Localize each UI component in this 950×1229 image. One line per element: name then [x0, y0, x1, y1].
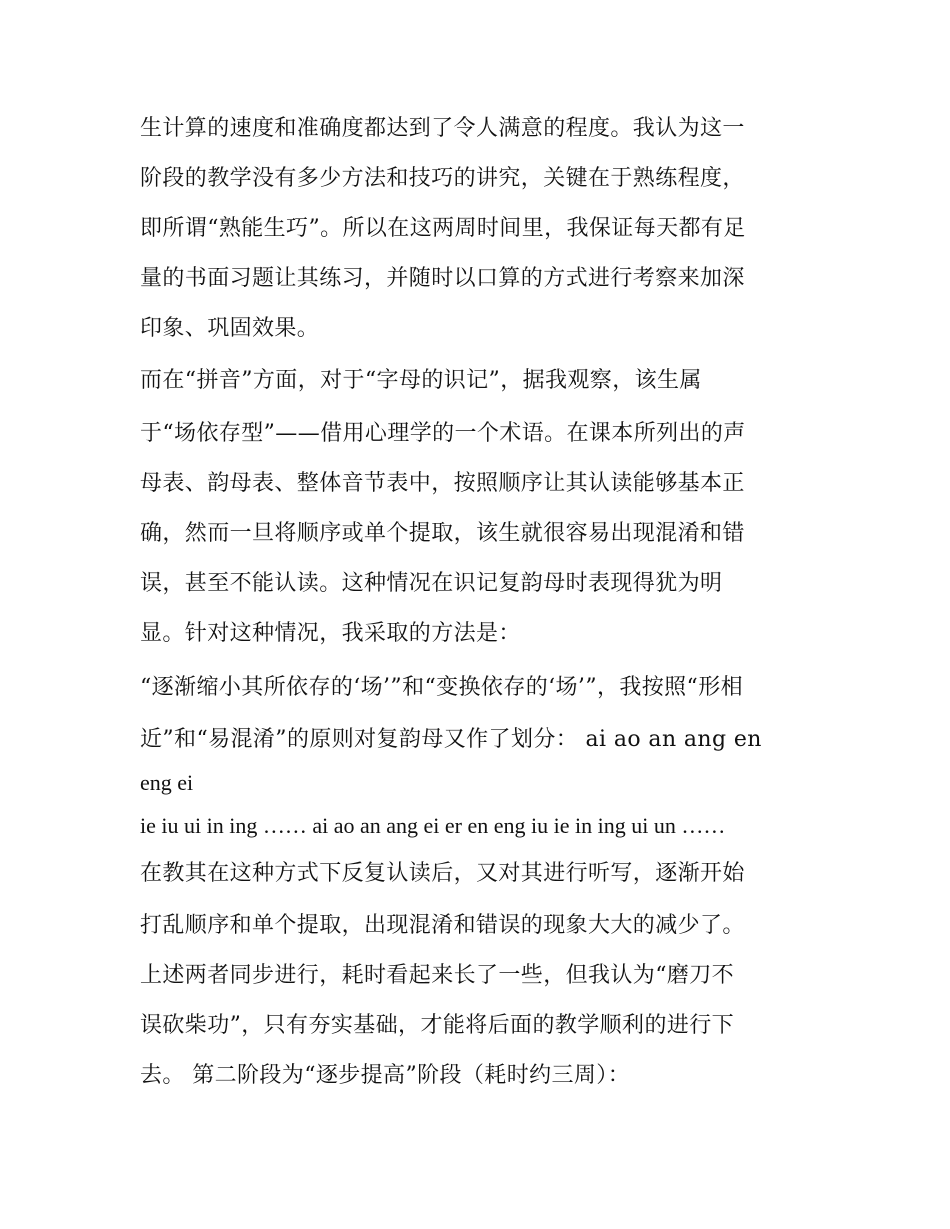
text-line-10: 误，甚至不能认读。这种情况在识记复韵母时表现得犹为明: [140, 571, 723, 596]
text-line-17: 打乱顺序和单个提取，出现混淆和错误的现象大大的减少了。: [140, 913, 745, 938]
text-line-16: 在教其在这种方式下反复认读后，又对其进行听写，逐渐开始: [140, 861, 745, 886]
text-line-5: 印象、巩固效果。: [140, 316, 320, 341]
text-line-13: 近”和“易混淆”的原则对复韵母又作了划分： ai ao an ang en: [140, 727, 762, 752]
text-line-7: 于“场依存型”——借用心理学的一个术语。在课本所列出的声: [140, 421, 746, 446]
text-line-11: 显。针对这种情况，我采取的方法是：: [140, 621, 521, 646]
text-line-6: 而在“拼音”方面，对于“字母的识记”，据我观察，该生属: [140, 368, 702, 393]
text-line-4: 量的书面习题让其练习，并随时以口算的方式进行考察来加深: [140, 266, 745, 291]
text-line-15: ie iu ui in ing …… ai ao an ang ei er en eng iu ie in ing ui un ……: [140, 813, 726, 838]
text-line-18: 上述两者同步进行，耗时看起来长了一些，但我认为“磨刀不: [140, 963, 735, 988]
text-line-3: 即所谓“熟能生巧”。所以在这两周时间里，我保证每天都有足: [140, 216, 746, 241]
text-line-2: 阶段的教学没有多少方法和技巧的讲究，关键在于熟练程度，: [140, 166, 745, 191]
text-line-20: 去。 第二阶段为“逐步提高”阶段（耗时约三周）：: [140, 1063, 631, 1088]
text-line-14: eng ei: [140, 770, 194, 795]
text-line-8: 母表、韵母表、整体音节表中，按照顺序让其认读能够基本正: [140, 471, 745, 496]
text-line-19: 误砍柴功”，只有夯实基础，才能将后面的教学顺利的进行下: [140, 1013, 735, 1038]
text-line-1: 生计算的速度和准确度都达到了令人满意的程度。我认为这一: [140, 116, 745, 141]
text-line-12: “逐渐缩小其所依存的‘场’”和“变换依存的‘场’”，我按照“形相: [140, 675, 744, 700]
text-line-9: 确，然而一旦将顺序或单个提取，该生就很容易出现混淆和错: [140, 521, 745, 546]
